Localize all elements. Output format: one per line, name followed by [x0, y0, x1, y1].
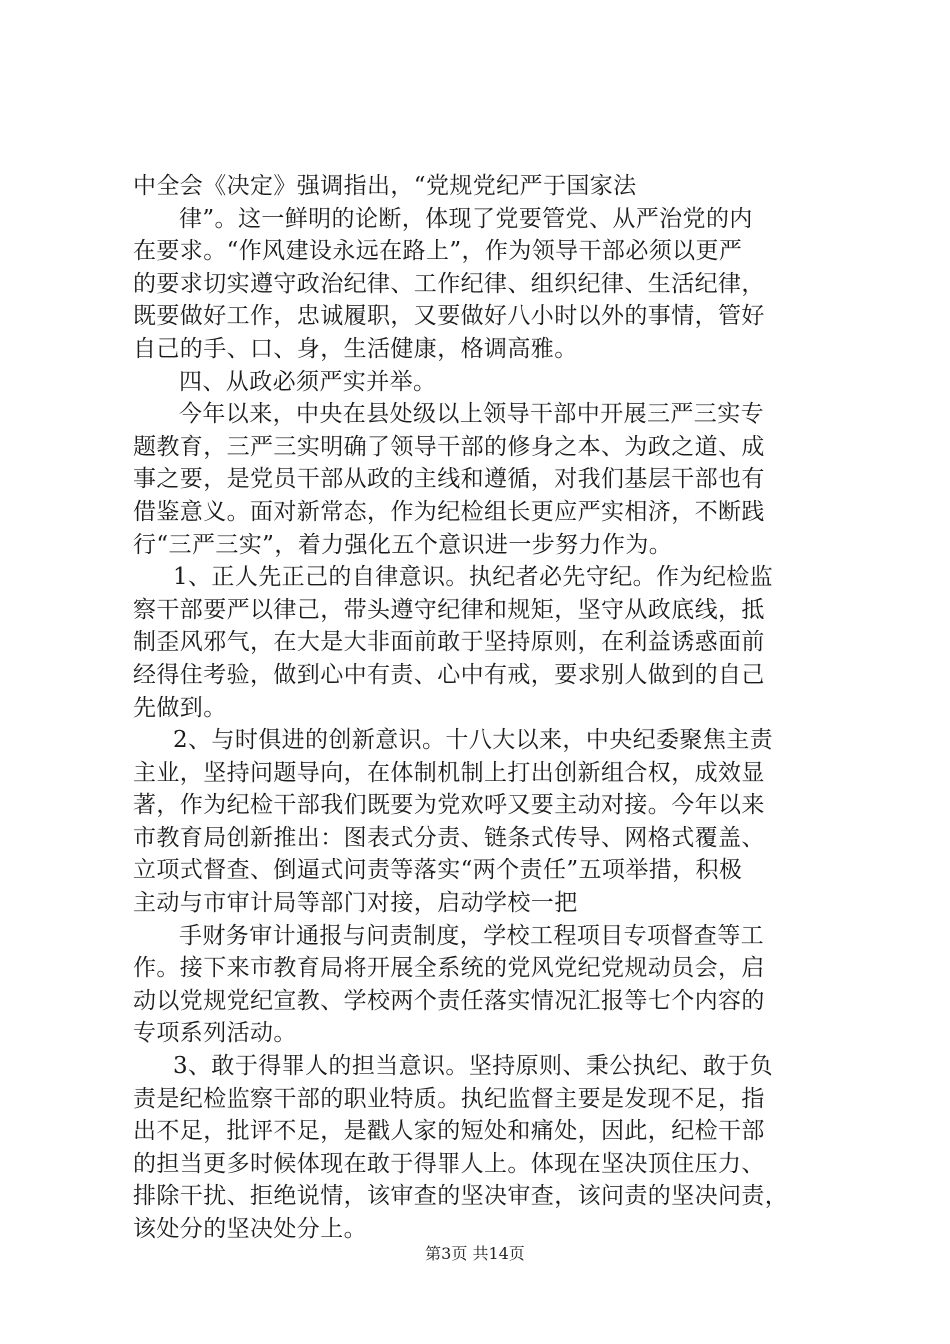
text-line: 3、敢于得罪人的担当意识。坚持原则、秉公执纪、敢于负 [173, 1053, 774, 1080]
text-line: 既要做好工作，忠诚履职，又要做好八小时以外的事情，管好 [133, 303, 765, 330]
text-line: 制歪风邪气，在大是大非面前敢于坚持原则，在利益诱惑面前 [133, 629, 765, 656]
text-line: 在要求。“作风建设永远在路上”，作为领导干部必须以更严 [133, 238, 743, 265]
text-line: 著，作为纪检干部我们既要为党欢呼又要主动对接。今年以来 [133, 792, 765, 819]
text-line: 中全会《决定》强调指出，“党规党纪严于国家法 [133, 173, 637, 199]
text-line: 事之要，是党员干部从政的主线和遵循，对我们基层干部也有 [133, 466, 765, 493]
text-line: 经得住考验，做到心中有责、心中有戒，要求别人做到的自己 [133, 661, 765, 688]
text-line: 作。接下来市教育局将开展全系统的党风党纪党规动员会，启 [133, 955, 765, 982]
text-line: 的担当更多时候体现在敢于得罪人上。体现在坚决顶住压力、 [133, 1150, 765, 1177]
text-line: 1、正人先正己的自律意识。执纪者必先守纪。作为纪检监 [173, 564, 774, 591]
text-line: 借鉴意义。面对新常态，作为纪检组长更应严实相济，不断践 [133, 498, 765, 525]
text-line: 责是纪检监察干部的职业特质。执纪监督主要是发现不足，指 [133, 1085, 765, 1112]
page-number-footer: 第3页 共14页 [425, 1244, 525, 1263]
text-line: 自己的手、口、身，生活健康，格调高雅。 [133, 335, 578, 362]
text-line: 市教育局创新推出：图表式分责、链条式传导、网格式覆盖、 [133, 824, 765, 851]
text-line: 该处分的坚决处分上。 [133, 1216, 367, 1242]
text-line: 动以党规党纪宣教、学校两个责任落实情况汇报等七个内容的 [133, 987, 765, 1014]
text-line: 的要求切实遵守政治纪律、工作纪律、组织纪律、生活纪律， [133, 270, 765, 297]
text-line: 主业，坚持问题导向，在体制机制上打出创新组合权，成效显 [133, 759, 765, 786]
text-line: 察干部要严以律己，带头遵守纪律和规矩，坚守从政底线，抵 [133, 596, 765, 623]
text-line: 今年以来，中央在县处级以上领导干部中开展三严三实专 [179, 401, 764, 428]
text-line: 排除干扰、拒绝说情，该审查的坚决审查，该问责的坚决问责， [133, 1183, 789, 1210]
document-body [133, 170, 833, 1246]
text-line: 专项系列活动。 [133, 1020, 297, 1047]
text-line: 先做到。 [133, 694, 227, 721]
section-heading: 四、从政必须严实并举。 [179, 368, 437, 395]
text-line: 立项式督查、倒逼式问责等落实“两个责任”五项举措，积极 [133, 857, 743, 884]
text-line: 出不足，批评不足，是戳人家的短处和痛处，因此，纪检干部 [133, 1118, 765, 1145]
text-line: 律”。这一鲜明的论断，体现了党要管党、从严治党的内 [179, 205, 753, 232]
text-line: 主动与市审计局等部门对接，启动学校一把 [133, 890, 578, 917]
text-line: 手财务审计通报与问责制度，学校工程项目专项督查等工 [179, 922, 764, 949]
text-line: 题教育，三严三实明确了领导干部的修身之本、为政之道、成 [133, 433, 765, 460]
text-line: 行“三严三实”，着力强化五个意识进一步努力作为。 [133, 531, 673, 558]
text-line: 2、与时俱进的创新意识。十八大以来，中央纪委聚焦主责 [173, 727, 774, 754]
